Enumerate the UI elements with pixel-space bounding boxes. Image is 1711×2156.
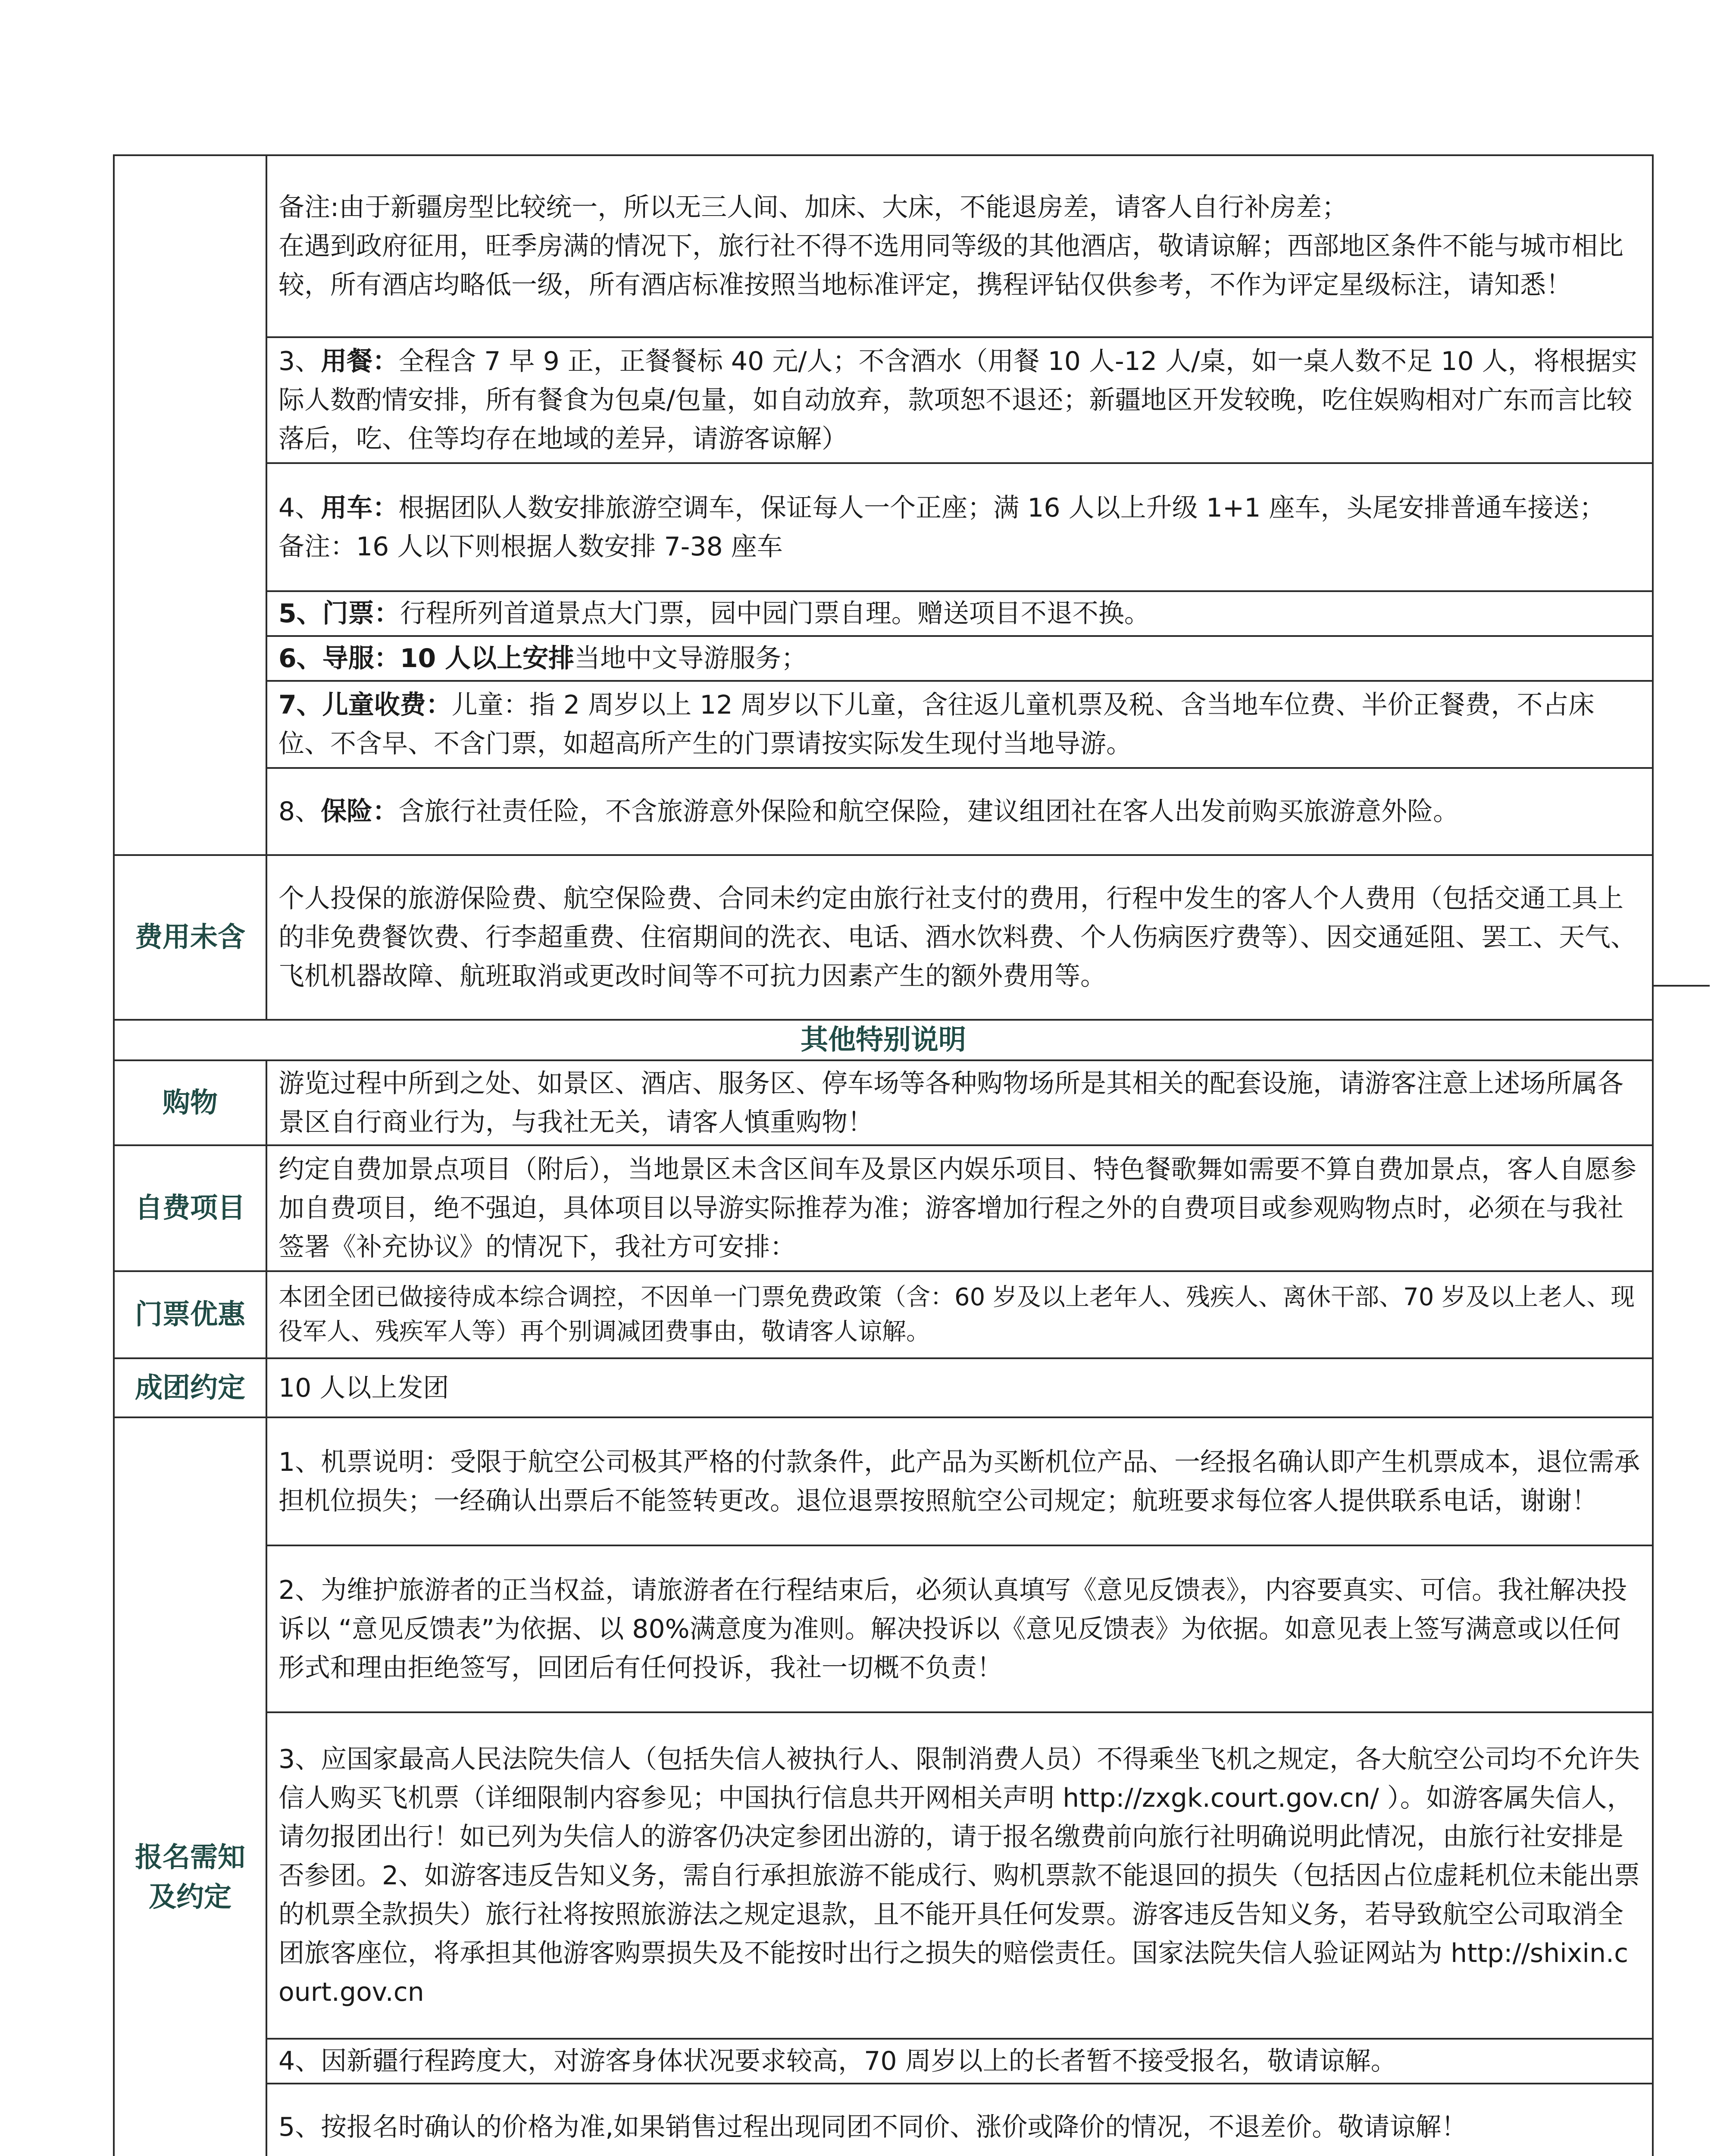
hotel-note-line2: 在遇到政府征用，旺季房满的情况下，旅行社不得不选用同等级的其他酒店，敬请谅解；西部地区条件不能与城市相比较，所有酒店均略低一级，所有酒店标准按照当地标准评定，携程评钻仅供参考，不作为评定星级标注，请知悉！	[278, 231, 1623, 300]
insurance-row	[114, 768, 1653, 855]
tickets-text: 行程所列首道景点大门票，园中园门票自理。赠送项目不退不换。	[400, 599, 1150, 629]
shopping-row	[114, 1060, 1653, 1145]
signup-row-4	[114, 2039, 1653, 2084]
shopping-label: 购物	[114, 1060, 266, 1145]
guide-cell	[266, 636, 1653, 681]
meals-cell: 3、用餐：全程含 7 早 9 正，正餐餐标 40 元/人；不含酒水（用餐 10 人-12 人/桌，如一桌人数不足 10 人，将根据实际人数酌情安排，所有餐食为包桌/包量，如自动放弃，款项恕不退还；新疆地区开发较晚，吃住娱购相对广东而言比较落后，吃、住等均存在地域的差异，请游客谅解）	[266, 337, 1653, 463]
insurance-title: 保险：	[321, 796, 399, 827]
included-label-cell	[114, 155, 266, 855]
guide-title: 6、导服：10 人以上安排	[278, 643, 575, 674]
children-title: 7、儿童收费：	[278, 690, 452, 720]
insurance-cell: 8、保险：含旅行社责任险，不含旅游意外保险和航空保险，建议组团社在客人出发前购买旅游意外险。	[266, 768, 1653, 855]
optional-label: 自费项目	[114, 1145, 266, 1271]
optional-row	[114, 1145, 1653, 1271]
group-rule-label: 成团约定	[114, 1358, 266, 1417]
special-heading: 其他特别说明	[114, 1020, 1653, 1060]
hotel-note	[266, 155, 1653, 337]
insurance-text: 含旅行社责任险，不含旅游意外保险和航空保险，建议组团社在客人出发前购买旅游意外险。	[398, 796, 1459, 827]
children-text: 儿童：指 2 周岁以上 12 周岁以下儿童，含往返儿童机票及税、含当地车位费、半价正餐费，不占床位、不含早、不含门票，如超高所产生的门票请按实际发生现付当地导游。	[278, 690, 1595, 759]
guide-row	[114, 636, 1653, 681]
tickets-title: 5、门票：	[278, 599, 400, 629]
signup-row-2	[114, 1545, 1653, 1712]
signup-row-3	[114, 1712, 1653, 2039]
signup-item-2: 2、为维护旅游者的正当权益，请旅游者在行程结束后，必须认真填写《意见反馈表》，内容要真实、可信。我社解决投诉以 “意见反馈表”为依据、以 80%满意度为准则。解决投诉以《意见反馈表》为依据。如意见表上签写满意或以任何形式和理由拒绝签写，回团后有任何投诉，我社一切概不负责！	[266, 1545, 1653, 1712]
itinerary-terms-table	[113, 154, 1654, 2156]
excluded-label: 费用未含	[114, 855, 266, 1020]
hotel-note-row	[114, 155, 1653, 337]
signup-item-1: 1、机票说明：受限于航空公司极其严格的付款条件，此产品为买断机位产品、一经报名确认即产生机票成本，退位需承担机位损失；一经确认出票后不能签转更改。退位退票按照航空公司规定；航班要求每位客人提供联系电话，谢谢！	[266, 1417, 1653, 1545]
meals-text: 全程含 7 早 9 正，正餐餐标 40 元/人；不含酒水（用餐 10 人-12 人/桌，如一桌人数不足 10 人，将根据实际人数酌情安排，所有餐食为包桌/包量，如自动放弃，款项恕不退还；新疆地区开发较晚，吃住娱购相对广东而言比较落后，吃、住等均存在地域的差异，请游客谅解）	[278, 346, 1637, 454]
excluded-row	[114, 855, 1653, 1020]
group-rule-text: 10 人以上发团	[266, 1358, 1653, 1417]
signup-item-3: 3、应国家最高人民法院失信人（包括失信人被执行人、限制消费人员）不得乘坐飞机之规定，各大航空公司均不允许失信人购买飞机票（详细限制内容参见；中国执行信息共开网相关声明 http://zxgk.court.gov.cn/ ）。如游客属失信人，请勿报团出行！如已列为失信人的游客仍决定参团出游的，请于报名缴费前向旅行社明确说明此情况，由旅行社安排是否参团。2、如游客违反告知义务，需自行承担旅游不能成行、购机票款不能退回的损失（包括因占位虚耗机位未能出票的机票全款损失）旅行社将按照旅游法之规定退款，且不能开具任何发票。游客违反告知义务，若导致航空公司取消全团旅客座位，将承担其他游客购票损失及不能按时出行之损失的赔偿责任。国家法院失信人验证网站为 http://shixin.court.gov.cn	[266, 1712, 1653, 2039]
vehicle-text: 根据团队人数安排旅游空调车，保证每人一个正座；满 16 人以上升级 1+1 座车，头尾安排普通车接送；	[398, 492, 1605, 523]
excluded-text: 个人投保的旅游保险费、航空保险费、合同未约定由旅行社支付的费用，行程中发生的客人个人费用（包括交通工具上的非免费餐饮费、行李超重费、住宿期间的洗衣、电话、酒水饮料费、个人伤病医疗费等）、因交通延阻、罢工、天气、飞机机器故障、航班取消或更改时间等不可抗力因素产生的额外费用等。	[266, 855, 1653, 1020]
vehicle-note: 备注：16 人以下则根据人数安排 7-38 座车	[278, 531, 783, 562]
hotel-note-line1: 备注:由于新疆房型比较统一，所以无三人间、加床、大床，不能退房差，请客人自行补房差；	[278, 192, 1348, 222]
tickets-cell	[266, 591, 1653, 636]
group-rule-row	[114, 1358, 1653, 1417]
signup-label: 报名需知 及约定	[114, 1417, 266, 2156]
signup-item-4: 4、因新疆行程跨度大，对游客身体状况要求较高，70 周岁以上的长者暂不接受报名，敬请谅解。	[266, 2039, 1653, 2084]
shopping-text: 游览过程中所到之处、如景区、酒店、服务区、停车场等各种购物场所是其相关的配套设施，请游客注意上述场所属各景区自行商业行为，与我社无关，请客人慎重购物！	[266, 1060, 1653, 1145]
tickets-row	[114, 591, 1653, 636]
ticket-discount-row	[114, 1271, 1653, 1358]
signup-row-5	[114, 2084, 1653, 2156]
children-row	[114, 681, 1653, 768]
vehicle-cell: 4、用车：根据团队人数安排旅游空调车，保证每人一个正座；满 16 人以上升级 1+1 座车，头尾安排普通车接送； 备注：16 人以下则根据人数安排 7-38 座车	[266, 463, 1653, 591]
signup-row-1	[114, 1417, 1653, 1545]
special-heading-row	[114, 1020, 1653, 1060]
ticket-discount-text: 本团全团已做接待成本综合调控，不因单一门票免费政策（含：60 岁及以上老年人、残疾人、离休干部、70 岁及以上老人、现役军人、残疾军人等）再个别调减团费事由，敬请客人谅解。	[266, 1271, 1653, 1358]
children-cell	[266, 681, 1653, 768]
heading-rule-extension	[1654, 985, 1710, 987]
signup-item-5: 5、按报名时确认的价格为准,如果销售过程出现同团不同价、涨价或降价的情况，不退差价。敬请谅解！	[266, 2084, 1653, 2156]
meals-row	[114, 337, 1653, 463]
vehicle-title: 用车：	[321, 492, 399, 523]
guide-text: 当地中文导游服务；	[574, 643, 807, 674]
vehicle-row	[114, 463, 1653, 591]
optional-text: 约定自费加景点项目（附后），当地景区未含区间车及景区内娱乐项目、特色餐歌舞如需要不算自费加景点，客人自愿参加自费项目，绝不强迫，具体项目以导游实际推荐为准；游客增加行程之外的自费项目或参观购物点时，必须在与我社签署《补充协议》的情况下，我社方可安排：	[266, 1145, 1653, 1271]
ticket-discount-label: 门票优惠	[114, 1271, 266, 1358]
meals-title: 用餐：	[321, 346, 399, 376]
